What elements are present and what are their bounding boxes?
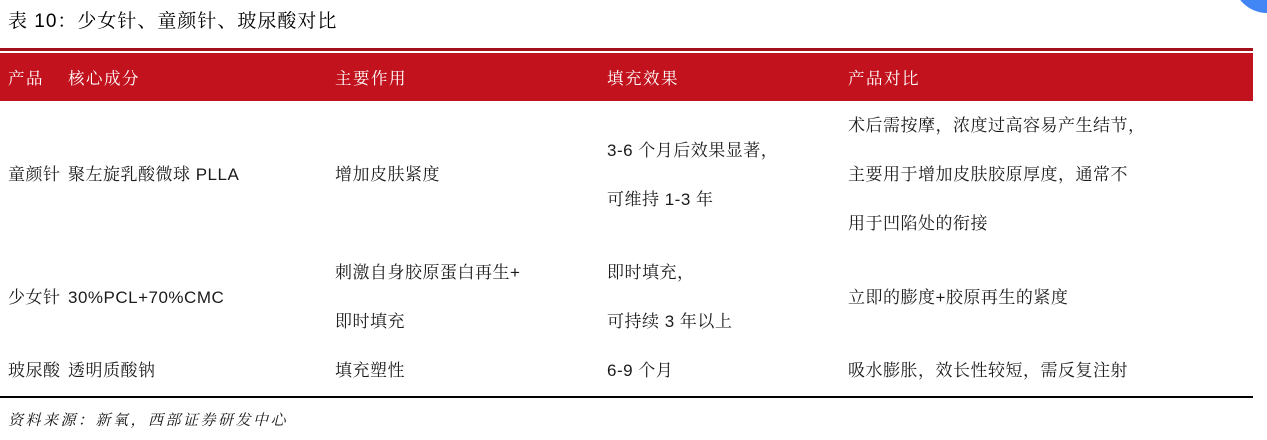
- ingredient-cell: [60, 346, 327, 395]
- cell-line: 聚左旋乳酸微球 PLLA: [68, 165, 240, 184]
- cell-line: 可维持 1-3 年: [607, 189, 714, 209]
- cell-line: 可持续 3 年以上: [607, 312, 733, 331]
- filling-cell: [599, 346, 840, 395]
- cell-line: 即时填充: [335, 312, 405, 331]
- product-cell: [0, 346, 60, 395]
- floating-corner-button[interactable]: [1233, 0, 1267, 13]
- table-row: [0, 346, 1253, 395]
- cell-line: 立即的膨度+胶原再生的紧度: [848, 287, 1069, 307]
- product-cell: [0, 101, 60, 248]
- table-row: [0, 248, 1253, 346]
- table-row: [0, 101, 1253, 248]
- source-note: 资料来源：新氧，西部证券研发中心: [8, 412, 289, 429]
- cell-line: 玻尿酸: [8, 361, 61, 380]
- cell-line: 吸水膨胀，效长性较短，需反复注射: [848, 361, 1128, 380]
- cell-line: 透明质酸钠: [68, 361, 156, 380]
- ingredient-cell: [60, 248, 327, 346]
- header-top-rule: [0, 48, 1253, 51]
- product-cell: [0, 248, 60, 346]
- col-header-filling: 填充效果: [599, 53, 840, 101]
- cell-line: 30%PCL+70%CMC: [68, 287, 225, 307]
- filling-cell: [599, 101, 840, 248]
- col-header-comparison: 产品对比: [840, 53, 1253, 101]
- cell-line: 术后需按摩，浓度过高容易产生结节，: [848, 116, 1146, 135]
- cell-line: 增加皮肤紧度: [335, 165, 440, 184]
- header-row: [0, 53, 1253, 101]
- col-header-function: 主要作用: [327, 53, 599, 101]
- table-bottom-rule: [0, 396, 1253, 398]
- cell-line: 主要用于增加皮肤胶原厚度，通常不: [848, 165, 1128, 184]
- function-cell: [327, 248, 599, 346]
- comparison-cell: [840, 346, 1253, 395]
- function-cell: [327, 346, 599, 395]
- function-cell: [327, 101, 599, 248]
- cell-line: 童颜针: [8, 165, 61, 184]
- filling-cell: [599, 248, 840, 346]
- col-header-ingredient: 核心成分: [60, 53, 327, 101]
- cell-line: 刺激自身胶原蛋白再生+: [335, 263, 521, 282]
- cell-line: 3-6 个月后效果显著，: [607, 140, 779, 160]
- cell-line: 6-9 个月: [607, 361, 674, 380]
- col-header-product: 产品: [0, 53, 60, 101]
- comparison-table: [0, 53, 1253, 395]
- comparison-cell: [840, 248, 1253, 346]
- table-title: 表 10：少女针、童颜针、玻尿酸对比: [8, 11, 338, 32]
- cell-line: 填充塑性: [335, 361, 405, 380]
- cell-line: 用于凹陷处的衔接: [848, 214, 988, 233]
- cell-line: 即时填充，: [607, 263, 695, 282]
- ingredient-cell: [60, 101, 327, 248]
- comparison-cell: [840, 101, 1253, 248]
- cell-line: 少女针: [8, 287, 61, 307]
